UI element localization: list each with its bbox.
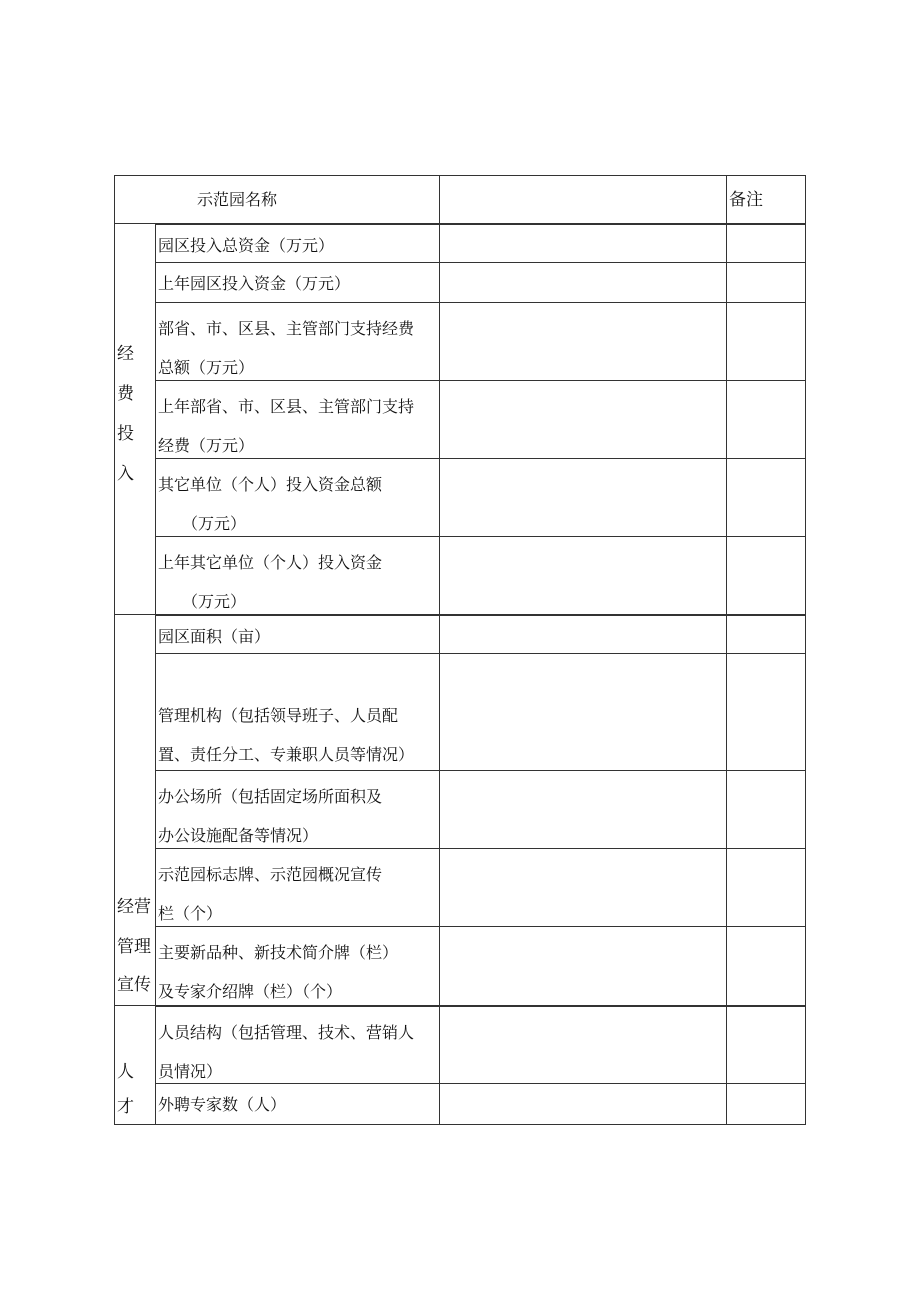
table-row (156, 224, 806, 263)
note-cell[interactable] (727, 771, 806, 848)
section-label-char: 经营 (117, 897, 151, 917)
item-label-line: 部省、市、区县、主管部门支持经费 (158, 319, 415, 338)
item-label-line: 人员结构（包括管理、技术、营销人 (158, 1023, 415, 1042)
table-row (156, 1006, 806, 1084)
section-management (114, 615, 806, 1006)
value-cell[interactable] (440, 225, 727, 262)
section-label-char: 人 (117, 1062, 134, 1082)
item-label-line: 经费（万元） (158, 436, 255, 455)
value-cell[interactable] (440, 381, 727, 458)
note-header: 备注 (727, 176, 806, 223)
item-label-line: 上年部省、市、区县、主管部门支持 (158, 397, 415, 416)
table-row (156, 849, 806, 927)
table-row (156, 1084, 806, 1124)
item-label-line: （万元） (182, 592, 247, 611)
value-cell[interactable] (440, 263, 727, 302)
section-talent (114, 1006, 806, 1125)
value-cell[interactable] (440, 616, 727, 653)
table-row (156, 537, 806, 614)
note-cell[interactable] (727, 616, 806, 653)
item-label-line: 置、责任分工、专兼职人员等情况） (158, 745, 415, 764)
section-label-char: 费 (117, 384, 134, 404)
item-label-line: 主要新品种、新技术简介牌（栏） (158, 943, 399, 962)
item-label: 外聘专家数（人） (156, 1084, 440, 1124)
section-label-char: 经 (117, 344, 134, 364)
table-row (156, 771, 806, 849)
section-label-char: 才 (117, 1097, 134, 1117)
table-row (156, 381, 806, 459)
item-label-line: 总额（万元） (158, 358, 255, 377)
section-items (156, 615, 806, 1005)
item-label-line: 管理机构（包括领导班子、人员配 (158, 706, 399, 725)
item-label (156, 927, 440, 1005)
item-label-line: 示范园标志牌、示范园概况宣传 (158, 865, 383, 884)
item-label: 上年园区投入资金（万元） (156, 263, 440, 302)
value-cell[interactable] (440, 1007, 727, 1083)
section-label-char: 管理 (117, 937, 151, 957)
item-label (156, 1007, 440, 1083)
item-label (156, 537, 440, 614)
park-name-value-cell[interactable] (440, 176, 727, 223)
item-label-line: 办公场所（包括固定场所面积及 (158, 787, 383, 806)
item-label-line: （万元） (182, 514, 247, 533)
table-row (156, 654, 806, 771)
value-cell[interactable] (440, 849, 727, 926)
item-label-line: 上年其它单位（个人）投入资金 (158, 553, 383, 572)
park-name-label: 示范园名称 (114, 176, 440, 223)
note-cell[interactable] (727, 849, 806, 926)
section-label-funding (114, 224, 156, 614)
item-label (156, 654, 440, 770)
note-cell[interactable] (727, 459, 806, 536)
section-label-char: 投 (117, 424, 134, 444)
item-label (156, 771, 440, 848)
table-row (156, 615, 806, 654)
item-label (156, 303, 440, 380)
note-cell[interactable] (727, 381, 806, 458)
value-cell[interactable] (440, 303, 727, 380)
section-label-char: 宣传 (117, 975, 151, 995)
item-label (156, 381, 440, 458)
value-cell[interactable] (440, 654, 727, 770)
note-cell[interactable] (727, 654, 806, 770)
value-cell[interactable] (440, 771, 727, 848)
item-label: 园区面积（亩） (156, 616, 440, 653)
item-label (156, 849, 440, 926)
note-cell[interactable] (727, 225, 806, 262)
item-label: 园区投入总资金（万元） (156, 225, 440, 262)
table-row (156, 459, 806, 537)
table-row (156, 927, 806, 1005)
note-cell[interactable] (727, 1084, 806, 1124)
section-label-talent (114, 1006, 156, 1124)
item-label-line: 及专家介绍牌（栏）（个） (158, 982, 343, 1001)
table-row (156, 263, 806, 303)
item-label-line: 其它单位（个人）投入资金总额 (158, 475, 383, 494)
note-cell[interactable] (727, 303, 806, 380)
note-cell[interactable] (727, 263, 806, 302)
section-items (156, 1006, 806, 1124)
header-row (114, 175, 806, 224)
value-cell[interactable] (440, 1084, 727, 1124)
item-label-line: 栏（个） (158, 904, 223, 923)
item-label (156, 459, 440, 536)
section-label-management (114, 615, 156, 1005)
note-cell[interactable] (727, 537, 806, 614)
item-label-line: 办公设施配备等情况） (158, 826, 319, 845)
value-cell[interactable] (440, 927, 727, 1005)
value-cell[interactable] (440, 459, 727, 536)
form-table (114, 175, 806, 1125)
value-cell[interactable] (440, 537, 727, 614)
item-label-line: 员情况） (158, 1062, 223, 1081)
note-cell[interactable] (727, 1007, 806, 1083)
section-items (156, 224, 806, 614)
table-row (156, 303, 806, 381)
section-label-char: 入 (117, 464, 134, 484)
note-cell[interactable] (727, 927, 806, 1005)
section-funding (114, 224, 806, 615)
